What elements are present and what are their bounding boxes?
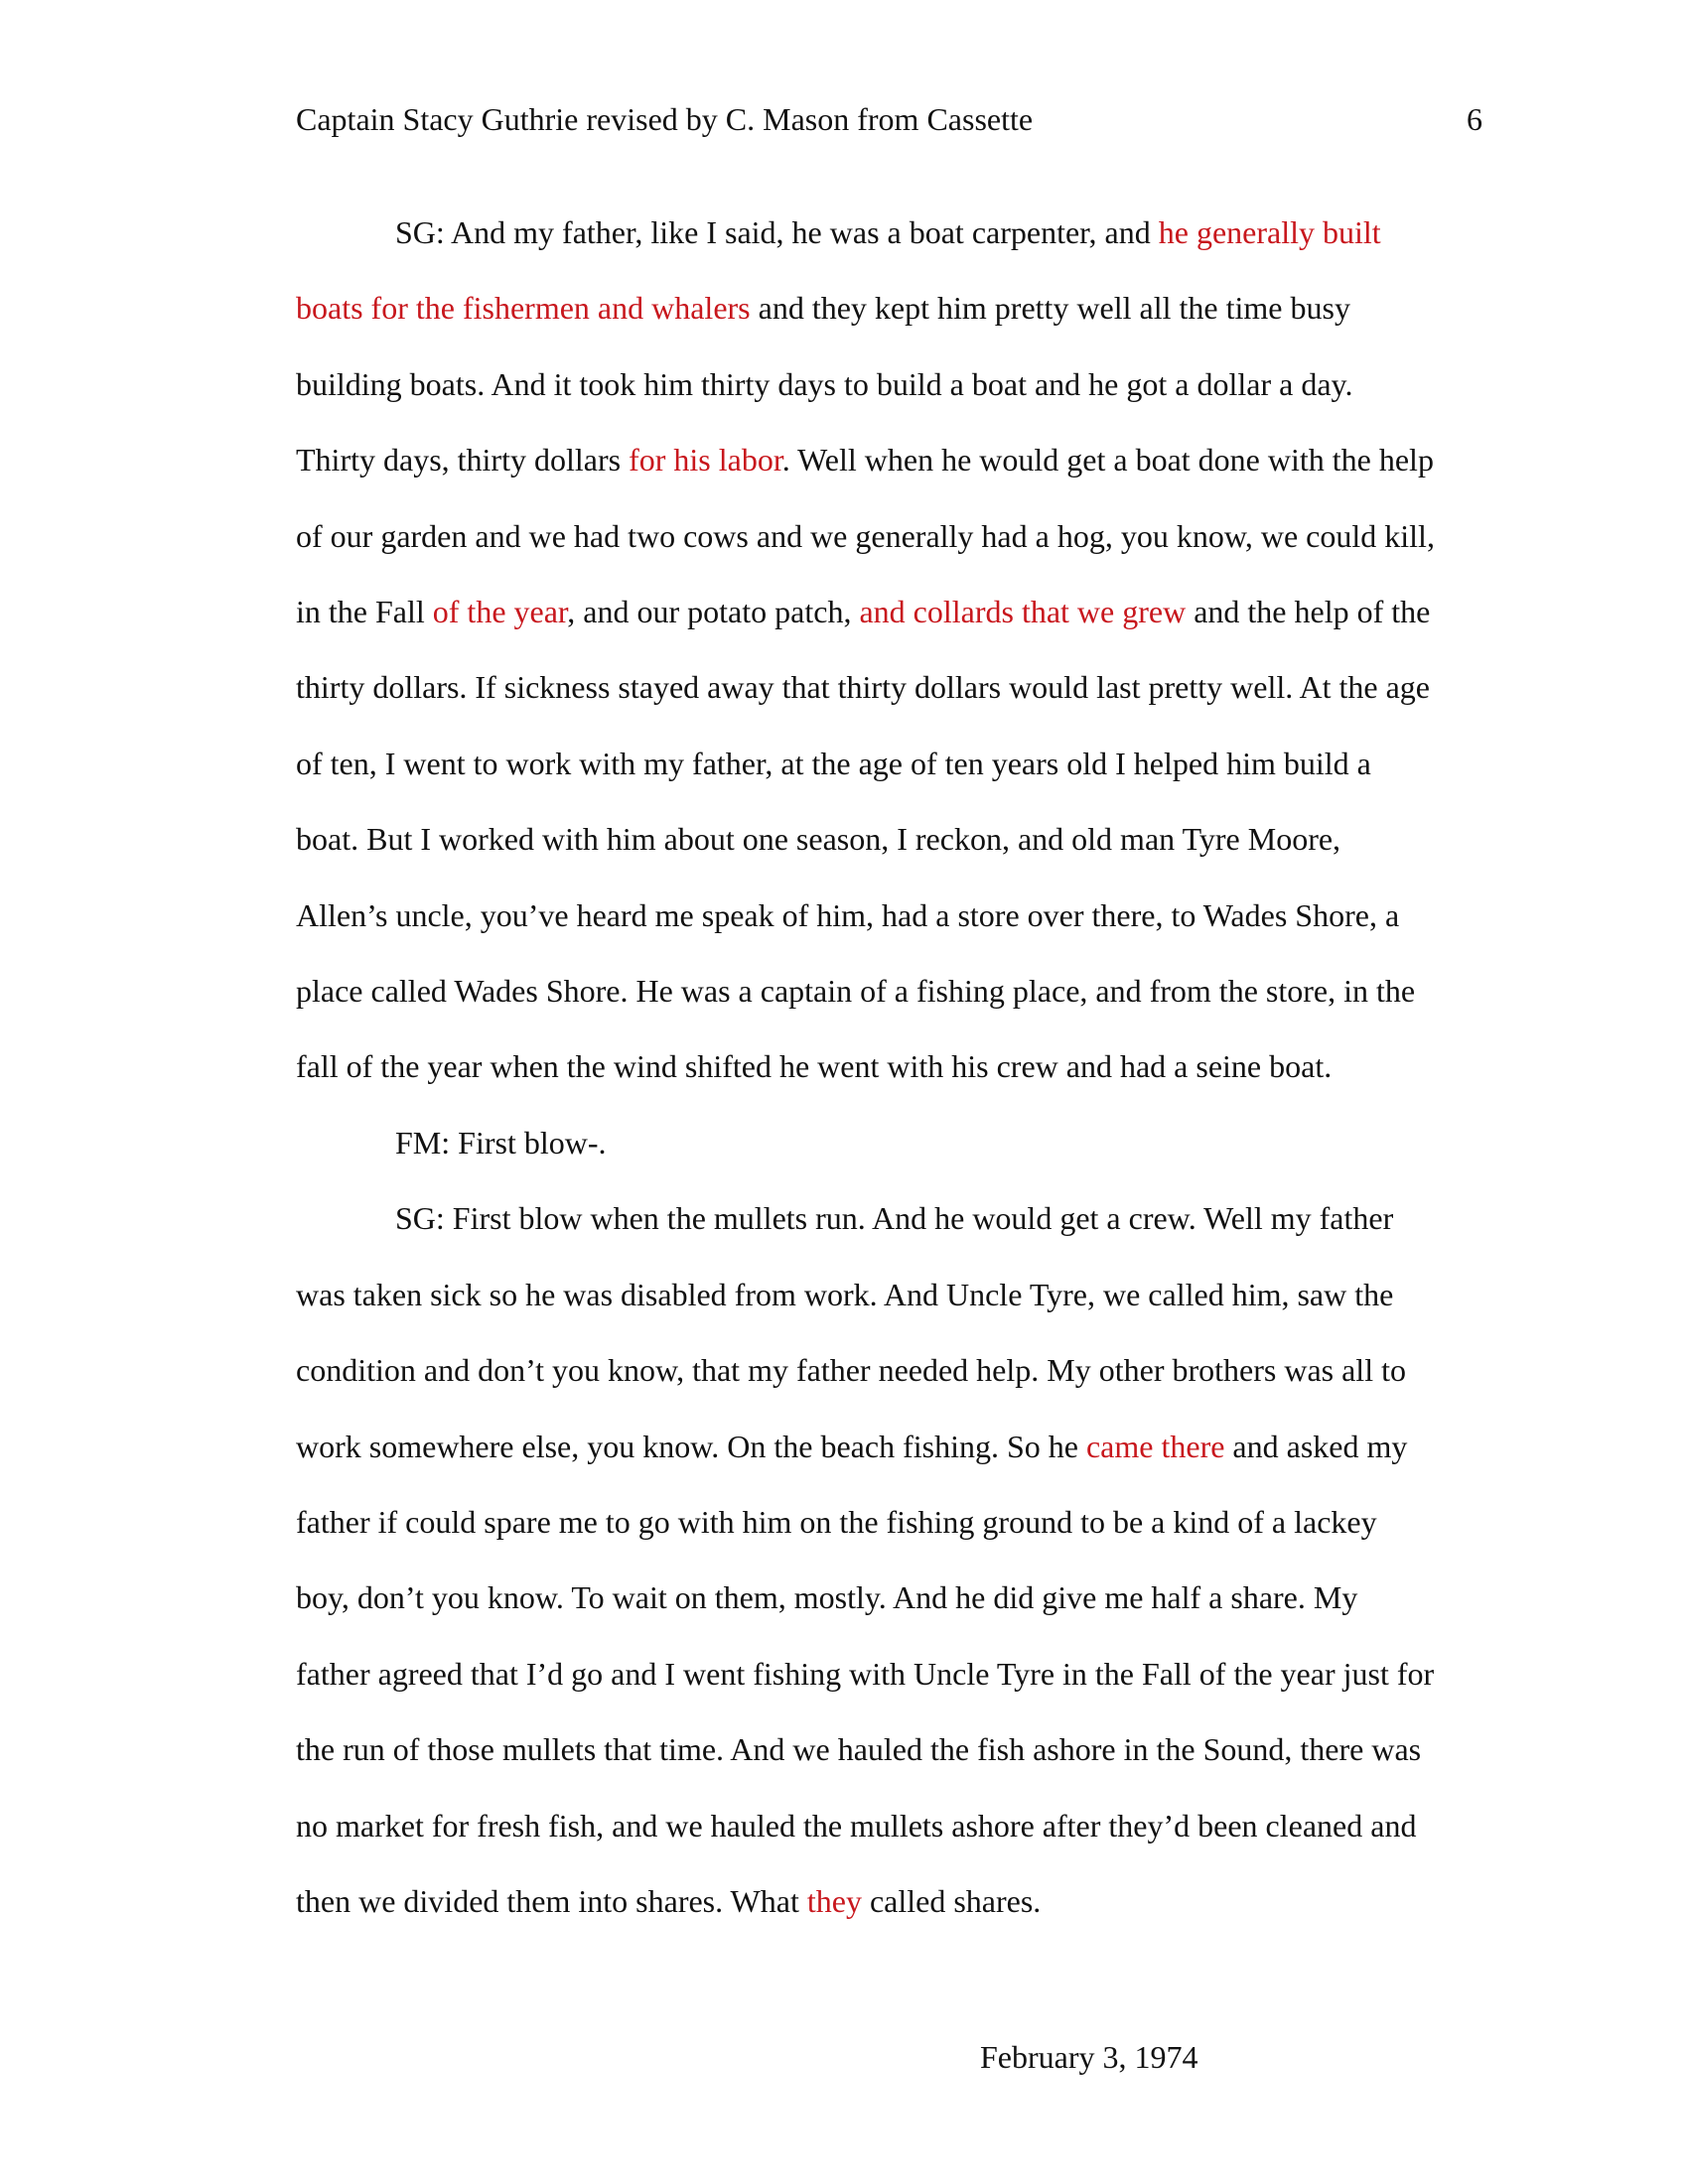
revision-text: he generally built: [1158, 214, 1381, 250]
transcript-text: and they kept him pretty well all the time busy: [750, 290, 1350, 327]
transcript-line: [296, 878, 1487, 953]
transcript-text: SG: First blow when the mullets run. And he would get a crew. Well my father: [395, 1200, 1394, 1237]
transcript-line: [296, 801, 1487, 877]
transcript-text: of ten, I went to work with my father, at the age of ten years old I helped him build a: [296, 745, 1371, 781]
transcript-line: [296, 422, 1487, 497]
header-title: Captain Stacy Guthrie revised by C. Mason from Cassette: [296, 101, 1034, 137]
revision-text: for his labor: [629, 442, 782, 478]
transcript-text: called shares.: [861, 1882, 1042, 1919]
transcript-text: . Well when he would get a boat done with the help: [781, 442, 1434, 478]
transcript-text: boy, don’t you know. To wait on them, mostly. And he did give me half a share. My: [296, 1579, 1358, 1616]
transcript-line: [296, 498, 1487, 574]
transcript-line: [296, 1180, 1487, 1256]
transcript-line: [296, 1788, 1487, 1863]
transcript-text: thirty dollars. If sickness stayed away that thirty dollars would last pretty well. At the age: [296, 669, 1430, 706]
transcript-text: of our garden and we had two cows and we generally had a hog, you know, we could kill,: [296, 517, 1435, 554]
transcript-line: [296, 726, 1487, 801]
revision-text: boats for the fishermen and whalers: [296, 290, 751, 327]
transcript-text: place called Wades Shore. He was a captain of a fishing place, and from the store, in the: [296, 973, 1416, 1010]
transcript-text: then we divided them into shares. What: [296, 1882, 807, 1919]
footer-date: February 3, 1974: [980, 2039, 1198, 2075]
transcript-line: [296, 1332, 1487, 1408]
transcript-line: [296, 649, 1487, 725]
transcript-text: SG: And my father, like I said, he was a boat carpenter, and: [395, 214, 1159, 250]
transcript-line: [296, 1560, 1487, 1635]
transcript-line: [296, 1028, 1487, 1104]
transcript-text: condition and don’t you know, that my father needed help. My other brothers was all to: [296, 1352, 1406, 1389]
revision-text: came there: [1085, 1428, 1225, 1464]
transcript-line: [296, 1636, 1487, 1711]
transcript-text: boat. But I worked with him about one season, I reckon, and old man Tyre Moore,: [296, 821, 1341, 858]
transcript-text: in the Fall: [296, 594, 433, 630]
transcript-text: father if could spare me to go with him on the fishing ground to be a kind of a lackey: [296, 1503, 1377, 1540]
transcript-line: [296, 1711, 1487, 1787]
transcript-text: the run of those mullets that time. And we hauled the fish ashore in the Sound, there was: [296, 1731, 1422, 1768]
transcript-text: work somewhere else, you know. On the beach fishing. So he: [296, 1428, 1086, 1464]
transcript-text: Allen’s uncle, you’ve heard me speak of him, had a store over there, to Wades Shore, a: [296, 896, 1400, 933]
page-number: 6: [1467, 101, 1482, 137]
transcript-text: and asked my: [1224, 1428, 1408, 1464]
transcript-line: [296, 953, 1487, 1028]
transcript-line: [296, 270, 1487, 345]
transcript-text: was taken sick so he was disabled from work. And Uncle Tyre, we called him, saw the: [296, 1276, 1394, 1312]
transcript-body: [296, 195, 1487, 1939]
transcript-text: building boats. And it took him thirty days to build a boat and he got a dollar a day.: [296, 365, 1353, 402]
revision-text: of the year: [432, 594, 568, 630]
transcript-line: [296, 1105, 1487, 1180]
transcript-text: FM: First blow-.: [395, 1124, 607, 1160]
transcript-line: [296, 195, 1487, 270]
transcript-line: [296, 346, 1487, 422]
transcript-line: [296, 1863, 1487, 1939]
transcript-text: no market for fresh fish, and we hauled the mullets ashore after they’d been cleaned and: [296, 1807, 1417, 1843]
transcript-line: [296, 574, 1487, 649]
transcript-line: [296, 1257, 1487, 1332]
transcript-line: [296, 1484, 1487, 1560]
transcript-text: , and our potato patch,: [567, 594, 860, 630]
transcript-text: fall of the year when the wind shifted he went with his crew and had a seine boat.: [296, 1048, 1333, 1085]
revision-text: they: [806, 1882, 862, 1919]
transcript-text: Thirty days, thirty dollars: [296, 442, 630, 478]
transcript-text: father agreed that I’d go and I went fishing with Uncle Tyre in the Fall of the year just for: [296, 1655, 1435, 1692]
revision-text: and collards that we grew: [859, 594, 1187, 630]
transcript-line: [296, 1409, 1487, 1484]
transcript-text: and the help of the: [1186, 594, 1431, 630]
